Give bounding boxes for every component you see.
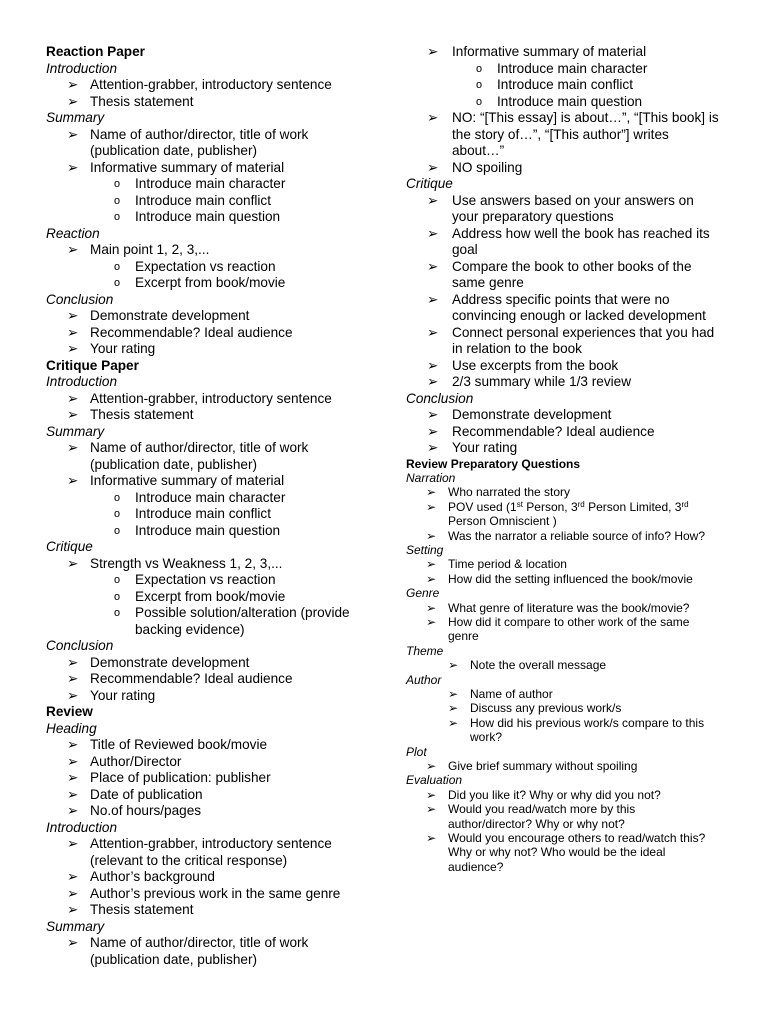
circle-bullet-icon: o bbox=[476, 79, 483, 91]
list-item-text: Introduce main question bbox=[135, 522, 281, 538]
list-item bbox=[406, 424, 736, 441]
list-item bbox=[406, 61, 736, 78]
subsection-label: Author bbox=[406, 672, 442, 687]
subsection-label: Conclusion bbox=[46, 291, 114, 307]
list-item bbox=[406, 831, 736, 874]
list-item-text: Informative summary of material bbox=[90, 473, 285, 488]
list-item bbox=[46, 671, 386, 688]
list-item bbox=[46, 473, 386, 490]
list-item-text: Your rating bbox=[452, 440, 518, 455]
list-item-text: Who narrated the story bbox=[448, 485, 571, 500]
list-item-text: Strength vs Weakness 1, 2, 3,... bbox=[90, 555, 283, 571]
subsection-label: Conclusion bbox=[46, 638, 114, 653]
arrow-bullet-icon: ➢ bbox=[426, 759, 437, 774]
list-item-text: Discuss any previous work/s bbox=[470, 701, 622, 716]
subsection-label: Critique bbox=[46, 539, 93, 554]
list-item-text: Author’s background bbox=[90, 869, 215, 884]
arrow-bullet-icon: ➢ bbox=[427, 110, 439, 125]
list-item bbox=[46, 160, 386, 177]
list-item bbox=[406, 325, 736, 358]
list-item-text: NO: “[This essay] is about…”, “[This book] is bbox=[452, 110, 719, 125]
list-item-text: Attention-grabber, introductory sentence bbox=[90, 77, 332, 92]
subsection-label: Theme bbox=[406, 643, 444, 658]
list-item-text: POV used (1 bbox=[448, 499, 517, 514]
circle-bullet-icon: o bbox=[114, 524, 121, 537]
list-item-text: Name of author/director, title of work bbox=[90, 440, 309, 455]
list-item-text: Introduce main conflict bbox=[135, 192, 272, 208]
list-item bbox=[46, 259, 386, 276]
list-item bbox=[406, 500, 736, 529]
arrow-bullet-icon: ➢ bbox=[448, 687, 459, 701]
arrow-bullet-icon: ➢ bbox=[67, 242, 79, 257]
list-item-text: Date of publication bbox=[90, 786, 203, 802]
list-item-text: Compare the book to other books of the bbox=[452, 258, 692, 274]
list-item-continuation: about…” bbox=[452, 143, 505, 158]
list-item-text: Excerpt from book/movie bbox=[135, 588, 286, 604]
circle-bullet-icon: o bbox=[114, 590, 121, 603]
section-heading: Reaction Paper bbox=[46, 44, 145, 59]
subsection-label: Critique bbox=[406, 176, 453, 191]
list-item bbox=[406, 485, 736, 499]
list-item-text: Demonstrate development bbox=[452, 407, 612, 422]
list-item-continuation: audience? bbox=[448, 859, 504, 874]
list-item-text: Address how well the book has reached its bbox=[452, 225, 710, 241]
superscript: rd bbox=[577, 499, 585, 509]
arrow-bullet-icon: ➢ bbox=[67, 836, 79, 851]
list-item-text: NO spoiling bbox=[452, 159, 523, 175]
list-item bbox=[406, 529, 736, 543]
subsection-label: Reaction bbox=[46, 225, 100, 241]
list-item-text: Recommendable? Ideal audience bbox=[452, 423, 655, 439]
list-item bbox=[406, 259, 736, 292]
list-item bbox=[406, 759, 736, 773]
list-item-text: 2/3 summary while 1/3 review bbox=[452, 374, 632, 389]
subsection-label: Summary bbox=[46, 918, 105, 934]
arrow-bullet-icon: ➢ bbox=[427, 291, 439, 307]
list-item bbox=[46, 770, 386, 787]
list-item bbox=[46, 407, 386, 424]
circle-bullet-icon: o bbox=[114, 178, 121, 190]
circle-bullet-icon: o bbox=[114, 211, 121, 223]
list-item-continuation: (relevant to the critical response) bbox=[90, 852, 288, 868]
arrow-bullet-icon: ➢ bbox=[67, 341, 79, 356]
list-item bbox=[46, 242, 386, 259]
subsection-label: Setting bbox=[406, 542, 444, 557]
section-heading: Critique Paper bbox=[46, 357, 139, 373]
list-item bbox=[46, 935, 386, 968]
list-item-continuation: author/director? Why or why not? bbox=[448, 816, 625, 831]
list-item-continuation: Person Omniscient ) bbox=[448, 514, 557, 529]
subsection-label: Narration bbox=[406, 470, 456, 485]
list-item bbox=[46, 688, 386, 705]
list-item-text: Name of author bbox=[470, 687, 553, 701]
list-item-text: Thesis statement bbox=[90, 902, 194, 917]
list-item-text: Title of Reviewed book/movie bbox=[90, 737, 268, 752]
subsection-label: Introduction bbox=[46, 60, 118, 76]
list-item-text: Recommendable? Ideal audience bbox=[90, 671, 293, 686]
arrow-bullet-icon: ➢ bbox=[67, 308, 79, 323]
list-item-continuation: (publication date, publisher) bbox=[90, 951, 258, 967]
list-item-text: Introduce main conflict bbox=[135, 506, 272, 521]
list-item-text: Introduce main conflict bbox=[497, 77, 634, 92]
list-item bbox=[46, 787, 386, 804]
arrow-bullet-icon: ➢ bbox=[67, 935, 79, 950]
arrow-bullet-icon: ➢ bbox=[67, 654, 79, 670]
list-item-continuation: (publication date, publisher) bbox=[90, 143, 258, 158]
list-item-text: Informative summary of material bbox=[90, 159, 285, 175]
list-item bbox=[46, 803, 386, 820]
subsection-label: Introduction bbox=[46, 374, 118, 389]
list-item bbox=[46, 754, 386, 771]
arrow-bullet-icon: ➢ bbox=[426, 802, 437, 817]
list-item bbox=[46, 605, 386, 638]
list-item-text: Was the narrator a reliable source of info? How? bbox=[448, 528, 706, 543]
arrow-bullet-icon: ➢ bbox=[426, 485, 437, 500]
list-item bbox=[46, 886, 386, 903]
list-item-text: Introduce main question bbox=[497, 93, 643, 109]
arrow-bullet-icon: ➢ bbox=[427, 225, 439, 241]
list-item-continuation: Why or why not? Who would be the ideal bbox=[448, 845, 666, 860]
list-item-text: Person Limited, 3 bbox=[584, 499, 682, 514]
list-item bbox=[46, 391, 386, 408]
circle-bullet-icon: o bbox=[114, 574, 121, 586]
list-item bbox=[46, 737, 386, 754]
section-heading: Review bbox=[46, 704, 93, 719]
list-item-text: Time period & location bbox=[448, 557, 567, 572]
arrow-bullet-icon: ➢ bbox=[426, 787, 437, 802]
list-item-text: Introduce main character bbox=[135, 489, 286, 505]
list-item bbox=[406, 658, 736, 672]
list-item-continuation: your preparatory questions bbox=[452, 209, 614, 224]
list-item bbox=[46, 556, 386, 573]
arrow-bullet-icon: ➢ bbox=[427, 423, 439, 439]
list-item-continuation: work? bbox=[470, 730, 503, 745]
list-item bbox=[406, 716, 736, 745]
list-item bbox=[46, 836, 386, 869]
list-item bbox=[406, 615, 736, 644]
list-item bbox=[46, 523, 386, 540]
arrow-bullet-icon: ➢ bbox=[67, 77, 79, 92]
list-item-continuation: in relation to the book bbox=[452, 341, 582, 356]
arrow-bullet-icon: ➢ bbox=[427, 44, 439, 59]
list-item bbox=[406, 701, 736, 715]
list-item bbox=[406, 358, 736, 375]
arrow-bullet-icon: ➢ bbox=[67, 555, 79, 571]
arrow-bullet-icon: ➢ bbox=[427, 258, 439, 274]
circle-bullet-icon: o bbox=[114, 194, 121, 207]
superscript: st bbox=[516, 499, 523, 509]
subsection-label: Plot bbox=[406, 744, 427, 759]
list-item bbox=[406, 788, 736, 802]
list-item bbox=[406, 601, 736, 615]
subsection-label: Evaluation bbox=[406, 773, 463, 788]
list-item bbox=[46, 94, 386, 111]
arrow-bullet-icon: ➢ bbox=[67, 126, 79, 142]
list-item-continuation: goal bbox=[452, 242, 478, 257]
arrow-bullet-icon: ➢ bbox=[67, 687, 79, 703]
arrow-bullet-icon: ➢ bbox=[67, 390, 79, 406]
list-item-continuation: the story of…”, “[This author”] writes bbox=[452, 126, 669, 142]
list-item-continuation: (publication date, publisher) bbox=[90, 456, 258, 472]
list-item bbox=[46, 589, 386, 606]
list-item-text: Possible solution/alteration (provide bbox=[135, 605, 350, 620]
list-item-text: Attention-grabber, introductory sentence bbox=[90, 836, 332, 851]
list-item-text: Demonstrate development bbox=[90, 654, 250, 670]
circle-bullet-icon: o bbox=[114, 508, 121, 520]
list-item bbox=[46, 275, 386, 292]
list-item-text: Would you encourage others to read/watch this? bbox=[448, 831, 706, 846]
list-item bbox=[406, 292, 736, 325]
arrow-bullet-icon: ➢ bbox=[426, 600, 437, 615]
list-item-text: Use answers based on your answers on bbox=[452, 192, 694, 208]
circle-bullet-icon: o bbox=[114, 607, 121, 619]
arrow-bullet-icon: ➢ bbox=[426, 614, 437, 629]
arrow-bullet-icon: ➢ bbox=[427, 374, 439, 389]
list-item-text: Author’s previous work in the same genre bbox=[90, 885, 341, 901]
list-item bbox=[406, 160, 736, 177]
arrow-bullet-icon: ➢ bbox=[67, 324, 79, 340]
list-item-text: Recommendable? Ideal audience bbox=[90, 324, 293, 340]
list-item bbox=[46, 655, 386, 672]
list-item-text: Expectation vs reaction bbox=[135, 572, 276, 587]
list-item-text: Introduce main question bbox=[135, 209, 281, 224]
list-item bbox=[46, 902, 386, 919]
arrow-bullet-icon: ➢ bbox=[67, 159, 79, 175]
arrow-bullet-icon: ➢ bbox=[448, 658, 459, 673]
list-item-text: Thesis statement bbox=[90, 93, 194, 109]
right-column bbox=[406, 44, 736, 874]
list-item bbox=[46, 308, 386, 325]
list-item bbox=[406, 572, 736, 586]
list-item bbox=[406, 44, 736, 61]
arrow-bullet-icon: ➢ bbox=[427, 440, 439, 455]
arrow-bullet-icon: ➢ bbox=[67, 869, 79, 884]
arrow-bullet-icon: ➢ bbox=[448, 715, 459, 730]
arrow-bullet-icon: ➢ bbox=[448, 701, 459, 716]
list-item-text: Name of author/director, title of work bbox=[90, 126, 309, 142]
list-item-continuation: same genre bbox=[452, 275, 524, 290]
arrow-bullet-icon: ➢ bbox=[67, 407, 79, 422]
list-item-text: Author/Director bbox=[90, 753, 182, 769]
list-item-text: How did the setting influenced the book/movie bbox=[448, 571, 693, 586]
arrow-bullet-icon: ➢ bbox=[67, 440, 79, 455]
arrow-bullet-icon: ➢ bbox=[67, 93, 79, 109]
list-item-text: Your rating bbox=[90, 341, 156, 356]
arrow-bullet-icon: ➢ bbox=[427, 192, 439, 208]
list-item bbox=[46, 193, 386, 210]
list-item-text: Did you like it? Why or why did you not? bbox=[448, 787, 661, 802]
list-item-text: Introduce main character bbox=[497, 60, 648, 76]
list-item-text: Use excerpts from the book bbox=[452, 357, 619, 373]
list-item-text: Informative summary of material bbox=[452, 44, 647, 59]
list-item-text: Demonstrate development bbox=[90, 308, 250, 323]
list-item bbox=[46, 77, 386, 94]
list-item bbox=[46, 127, 386, 160]
subsection-label: Introduction bbox=[46, 819, 118, 835]
list-item-text: Give brief summary without spoiling bbox=[448, 759, 638, 774]
superscript: rd bbox=[681, 499, 689, 509]
list-item bbox=[46, 869, 386, 886]
list-item bbox=[46, 176, 386, 193]
list-item-text: Name of author/director, title of work bbox=[90, 935, 309, 950]
list-item-text: Excerpt from book/movie bbox=[135, 275, 286, 290]
list-item bbox=[406, 110, 736, 160]
list-item bbox=[46, 490, 386, 507]
subsection-label: Summary bbox=[46, 110, 105, 125]
arrow-bullet-icon: ➢ bbox=[67, 902, 79, 917]
list-item-text: Expectation vs reaction bbox=[135, 258, 276, 274]
arrow-bullet-icon: ➢ bbox=[427, 407, 439, 422]
right-column-top bbox=[406, 44, 736, 457]
list-item-text: Address specific points that were no bbox=[452, 291, 670, 307]
circle-bullet-icon: o bbox=[114, 260, 121, 273]
arrow-bullet-icon: ➢ bbox=[427, 159, 439, 175]
list-item-text: Connect personal experiences that you had bbox=[452, 324, 715, 340]
left-column bbox=[46, 44, 386, 968]
list-item bbox=[406, 374, 736, 391]
list-item-text: Thesis statement bbox=[90, 407, 194, 422]
list-item-text: Would you read/watch more by this bbox=[448, 802, 636, 817]
arrow-bullet-icon: ➢ bbox=[67, 786, 79, 802]
list-item-continuation: convincing enough or lacked development bbox=[452, 308, 706, 323]
section-heading: Review Preparatory Questions bbox=[406, 456, 581, 471]
list-item bbox=[406, 440, 736, 457]
list-item bbox=[406, 77, 736, 94]
arrow-bullet-icon: ➢ bbox=[67, 885, 79, 901]
circle-bullet-icon: o bbox=[476, 95, 483, 108]
list-item bbox=[406, 557, 736, 571]
circle-bullet-icon: o bbox=[476, 62, 483, 75]
list-item-text: Note the overall message bbox=[470, 658, 607, 673]
list-item-text: Place of publication: publisher bbox=[90, 770, 271, 785]
arrow-bullet-icon: ➢ bbox=[67, 737, 79, 752]
list-item-text: Introduce main character bbox=[135, 176, 286, 191]
list-item-text: No.of hours/pages bbox=[90, 803, 202, 818]
arrow-bullet-icon: ➢ bbox=[426, 528, 437, 543]
subsection-label: Summary bbox=[46, 423, 105, 439]
list-item bbox=[406, 226, 736, 259]
arrow-bullet-icon: ➢ bbox=[67, 753, 79, 769]
subsection-label: Genre bbox=[406, 586, 440, 601]
circle-bullet-icon: o bbox=[114, 491, 121, 504]
arrow-bullet-icon: ➢ bbox=[426, 571, 437, 586]
list-item bbox=[46, 325, 386, 342]
list-item-text: How did it compare to other work of the same bbox=[448, 614, 690, 629]
list-item bbox=[406, 94, 736, 111]
arrow-bullet-icon: ➢ bbox=[426, 499, 437, 514]
list-item bbox=[406, 802, 736, 831]
arrow-bullet-icon: ➢ bbox=[427, 324, 439, 340]
list-item bbox=[46, 341, 386, 358]
arrow-bullet-icon: ➢ bbox=[67, 803, 79, 818]
arrow-bullet-icon: ➢ bbox=[67, 473, 79, 488]
list-item-continuation: backing evidence) bbox=[135, 621, 245, 637]
arrow-bullet-icon: ➢ bbox=[426, 557, 437, 572]
arrow-bullet-icon: ➢ bbox=[427, 357, 439, 373]
arrow-bullet-icon: ➢ bbox=[67, 671, 79, 686]
subsection-label: Heading bbox=[46, 720, 97, 736]
list-item bbox=[46, 209, 386, 226]
right-column-bottom bbox=[406, 457, 736, 875]
subsection-label: Conclusion bbox=[406, 390, 474, 406]
list-item bbox=[46, 440, 386, 473]
list-item-continuation: genre bbox=[448, 629, 479, 644]
list-item bbox=[406, 193, 736, 226]
list-item-text: Person, 3 bbox=[522, 499, 578, 514]
list-item bbox=[406, 687, 736, 701]
arrow-bullet-icon: ➢ bbox=[426, 831, 437, 846]
list-item bbox=[46, 506, 386, 523]
list-item-text: Main point 1, 2, 3,... bbox=[90, 242, 210, 257]
list-item-text: Your rating bbox=[90, 687, 156, 703]
circle-bullet-icon: o bbox=[114, 277, 121, 289]
list-item-text: What genre of literature was the book/movie? bbox=[448, 600, 690, 615]
list-item bbox=[406, 407, 736, 424]
arrow-bullet-icon: ➢ bbox=[67, 770, 79, 785]
list-item-text: Attention-grabber, introductory sentence bbox=[90, 390, 332, 406]
list-item bbox=[46, 572, 386, 589]
list-item-text: How did his previous work/s compare to this bbox=[470, 715, 705, 730]
